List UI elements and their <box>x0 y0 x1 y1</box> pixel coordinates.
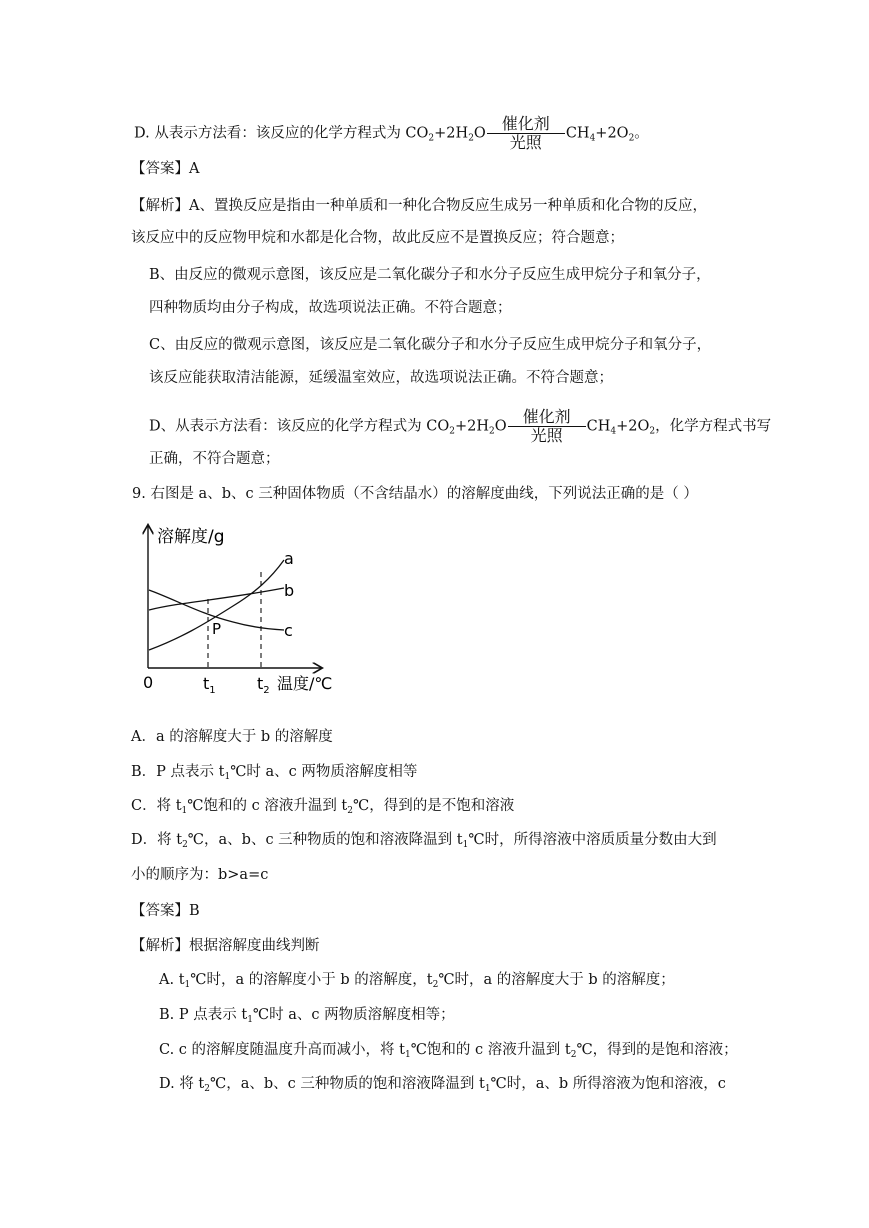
x-axis-label: 温度/℃ <box>277 674 333 693</box>
condition-label: 光照 <box>509 133 542 152</box>
t1-label: $t_1$ <box>203 674 216 695</box>
q8-answer: 【答案】A <box>131 161 200 177</box>
q8-analysis-d2: 正确，不符合题意； <box>149 451 280 467</box>
q8-analysis-c2: 该反应能获取清洁能源，延缓温室效应，故选项说法正确。不符合题意； <box>149 370 613 386</box>
curve-b <box>149 588 284 610</box>
q9-option-c: C．将 $t_1℃$饱和的 c 溶液升温到 $t_2℃$，得到的是不饱和溶液 <box>131 798 515 816</box>
q8-analysis-d1: D、从表示方法看：该反应的化学方程式为 $CO_2+2H_2O$ $\frac{\text{催化剂}}{\text{光照}}$ $CH_4+2O_2$，化学方程式书写 <box>149 407 772 445</box>
curve-a-label: a <box>284 549 294 568</box>
t2-label: $t_2$ <box>257 674 270 695</box>
curve-b-label: b <box>284 581 295 600</box>
q8-option-d: D. 从表示方法看：该反应的化学方程式为 $CO_2+2H_2O$ $\frac{\text{催化剂}}{\text{光照}}$ $CH_4+2O_2$。 <box>134 114 649 152</box>
catalyst-label: 催化剂 <box>522 407 571 426</box>
solubility-curve-figure <box>141 520 341 695</box>
q8-analysis-b1: B、由反应的微观示意图，该反应是二氧化碳分子和水分子反应生成甲烷分子和氧分子， <box>149 267 711 283</box>
q9-option-b: B．P 点表示 $t_1℃$时 a、c 两物质溶解度相等 <box>131 764 418 782</box>
q8-analysis-a1: 【解析】A、置换反应是指由一种单质和一种化合物反应生成另一种单质和化合物的反应， <box>131 198 707 214</box>
q9-analysis-b: B. P 点表示 $t_1℃$时 a、c 两物质溶解度相等； <box>159 1007 455 1025</box>
q9-stem: 9. 右图是 a、b、c 三种固体物质（不含结晶水）的溶解度曲线，下列说法正确的是（ ） <box>132 486 698 502</box>
reaction-condition <box>508 408 586 445</box>
q9-analysis-head: 【解析】根据溶解度曲线判断 <box>131 938 320 954</box>
curve-c-label: c <box>284 621 293 640</box>
q9-option-d-cont: 小的顺序为：b>a=c <box>131 867 269 883</box>
q8-analysis-b2: 四种物质均由分子构成，故选项说法正确。不符合题意； <box>149 300 512 316</box>
q9-option-d: D．将 $t_2℃$，a、b、c 三种物质的饱和溶液降温到 $t_1℃$时，所得溶液中溶质质量分数由大到 <box>131 832 717 850</box>
q8-analysis-c1: C、由反应的微观示意图，该反应是二氧化碳分子和水分子反应生成甲烷分子和氧分子， <box>149 337 712 353</box>
catalyst-label: 催化剂 <box>501 114 550 133</box>
reaction-condition <box>487 115 565 152</box>
q9-analysis-c: C. c 的溶解度随温度升高而减小，将 $t_1℃$饱和的 c 溶液升温到 $t_2℃$，得到的是饱和溶液； <box>159 1042 738 1060</box>
q9-analysis-d: D. 将 $t_2℃$，a、b、c 三种物质的饱和溶液降温到 $t_1℃$时，a、b 所得溶液为饱和溶液，c <box>159 1076 726 1094</box>
q8-analysis-a2: 该反应中的反应物甲烷和水都是化合物，故此反应不是置换反应；符合题意； <box>131 230 624 246</box>
origin-label: 0 <box>143 673 154 692</box>
q9-option-a: A．a 的溶解度大于 b 的溶解度 <box>131 729 333 745</box>
q9-answer: 【答案】B <box>131 903 200 919</box>
y-axis-label: 溶解度/g <box>157 527 225 547</box>
condition-label: 光照 <box>530 426 563 445</box>
point-p-label: P <box>212 620 222 638</box>
q9-analysis-a: A. $t_1℃$时，a 的溶解度小于 b 的溶解度，$t_2℃$时，a 的溶解度大于 b 的溶解度； <box>159 972 675 990</box>
